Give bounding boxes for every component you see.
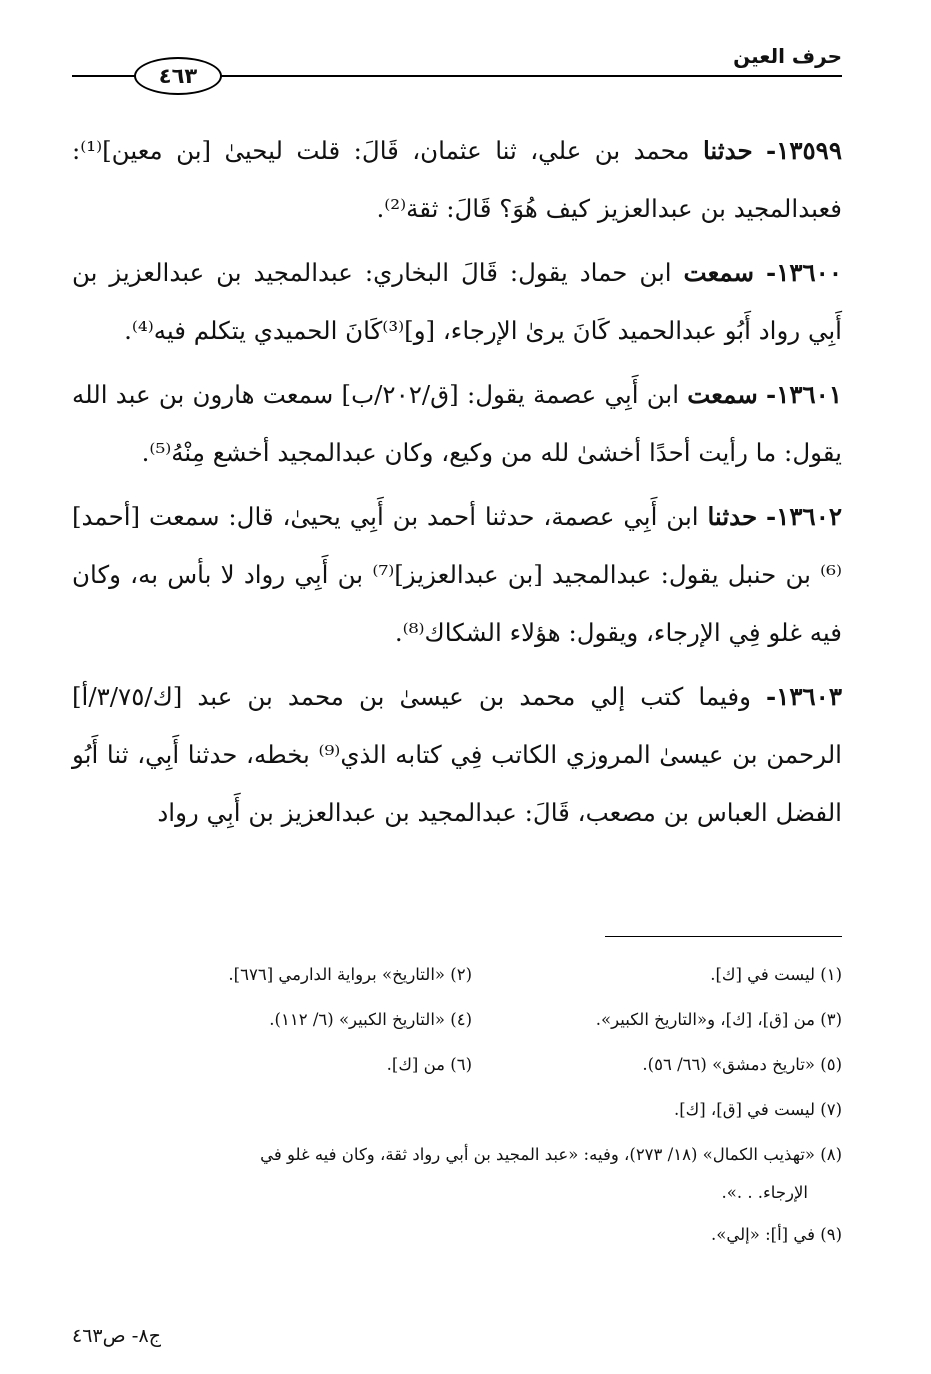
entry-keyword: سمعت bbox=[683, 258, 755, 287]
footnote-3: (٣) من [ق]، [ك]، و«التاريخ الكبير». bbox=[595, 1010, 842, 1029]
footnote-row bbox=[72, 1042, 842, 1087]
chapter-title: حرف العين bbox=[727, 44, 842, 68]
entry-number: ١٣٦٠١- bbox=[766, 380, 842, 409]
main-text bbox=[72, 122, 842, 848]
footnote-8: (٨) «تهذيب الكمال» (١٨/ ٢٧٣)، وفيه: «عبد المجيد بن أبي رواد ثقة، وكان فيه غلو في bbox=[260, 1145, 842, 1164]
footnote-5: (٥) «تاريخ دمشق» (٦٦/ ٥٦). bbox=[642, 1055, 842, 1074]
page-header bbox=[72, 40, 842, 88]
entry-keyword: حدثنا bbox=[707, 502, 758, 531]
footnote-row bbox=[72, 1212, 842, 1257]
footnotes bbox=[72, 952, 842, 1257]
entry-text: ابن أَبِي عصمة، حدثنا أحمد بن أَبِي يحيىٰ، قال: سمعت [أحمد]⁽⁶⁾ بن حنبل يقول: عبدالمجيد [بن عبدالعزيز]⁽⁷⁾ بن أَبِي رواد لا بأس به، وكان فيه غلو فِي الإرجاء، ويقول: هؤلاء الشكاك⁽⁸⁾. bbox=[72, 502, 842, 647]
entry-text: وفيما كتب إلي محمد بن عيسىٰ بن محمد بن عبد [ك/٣/٧٥/أ] الرحمن بن عيسىٰ المروزي الكاتب فِي كتابه الذي⁽⁹⁾ بخطه، حدثنا أَبِي، ثنا أَبُو الفضل العباس بن مصعب، قَالَ: عبدالمجيد بن عبدالعزيز بن أَبِي رواد bbox=[72, 682, 842, 827]
footnote-9: (٩) في [أ]: «إلي». bbox=[711, 1225, 842, 1244]
footnote-6: (٦) من [ك]. bbox=[386, 1055, 472, 1074]
footnote-row bbox=[72, 952, 842, 997]
entry-13601 bbox=[72, 366, 842, 482]
entry-keyword: حدثنا bbox=[702, 136, 753, 165]
footnote-7: (٧) ليست في [ق]، [ك]. bbox=[673, 1100, 842, 1119]
footnote-row bbox=[72, 1087, 842, 1132]
entry-number: ١٣٦٠٢- bbox=[766, 502, 843, 531]
footnote-row bbox=[72, 997, 842, 1042]
page-number-badge: ٤٦٣ bbox=[134, 57, 222, 95]
entry-number: ١٣٦٠٠- bbox=[766, 258, 842, 287]
entry-text: ابن أَبِي عصمة يقول: [ق/٢٠٢/ب] سمعت هارون بن عبد الله يقول: ما رأيت أحدًا أخشىٰ لله من وكيع، وكان عبدالمجيد أخشع مِنْهُ⁽⁵⁾. bbox=[72, 380, 842, 467]
entry-text: ابن حماد يقول: قَالَ البخاري: عبدالمجيد بن عبدالعزيز بن أَبِي رواد أَبُو عبدالحميد كَانَ يرىٰ الإرجاء، [و]⁽³⁾كَانَ الحميدي يتكلم فيه⁽⁴⁾. bbox=[72, 258, 842, 345]
footnote-8-continued: الإرجاء. . .». bbox=[721, 1183, 808, 1202]
footnote-4: (٤) «التاريخ الكبير» (٦/ ١١٢). bbox=[269, 1010, 472, 1029]
footnote-divider bbox=[605, 936, 842, 937]
entry-text: محمد بن علي، ثنا عثمان، قَالَ: قلت ليحيىٰ [بن معين]⁽¹⁾: فعبدالمجيد بن عبدالعزيز كيف هُوَ؟ قَالَ: ثقة⁽²⁾. bbox=[72, 136, 842, 223]
footnote-1: (١) ليست في [ك]. bbox=[710, 965, 842, 984]
entry-13599 bbox=[72, 122, 842, 238]
entry-keyword: سمعت bbox=[687, 380, 758, 409]
entry-number: ١٣٦٠٣- bbox=[766, 682, 842, 711]
entry-13602 bbox=[72, 488, 842, 662]
entry-number: ١٣٥٩٩- bbox=[766, 136, 842, 165]
entry-13603 bbox=[72, 668, 842, 842]
page-footer: ج٨- ص٤٦٣ bbox=[72, 1325, 161, 1347]
entry-13600 bbox=[72, 244, 842, 360]
footnote-2: (٢) «التاريخ» برواية الدارمي [٦٧٦]. bbox=[228, 965, 472, 984]
